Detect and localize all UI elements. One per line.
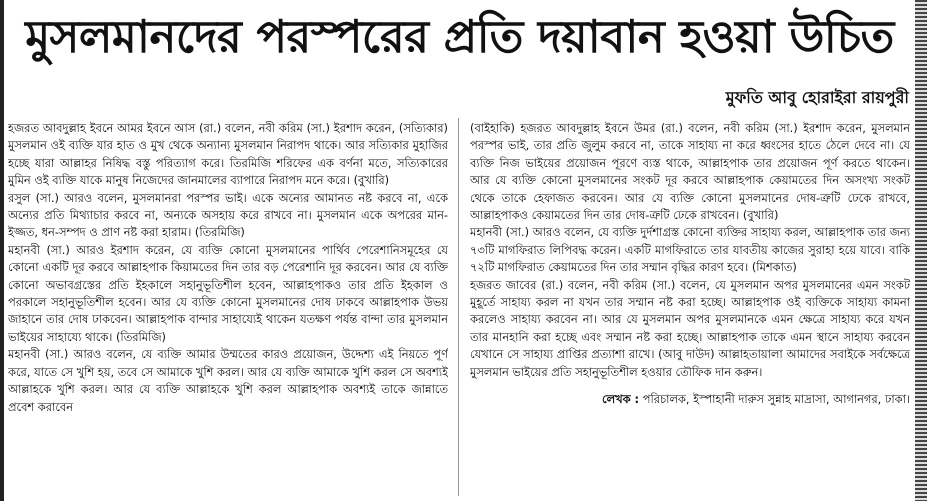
paragraph: মহানবী (সা.) আরও বলেন, যে ব্যক্তি আমার উম্মতের কারও প্রয়োজন, উদ্দেশ্য এই নিয়তে পূর্ণ করে, যাতে সে খুশি হয়, তবে সে আমাকে খুশি করল। আর যে ব্যক্তি আমাকে খুশি করল সে অবশ্যই আল্লাহকে খুশি করল। আর যে ব্যক্তি আল্লাহকে খুশি করল আল্লাহপাক অবশ্যই তাকে জান্নাতে প্রবেশ করাবেন <box>8 347 448 414</box>
writer-info: পরিচালক, ইস্পাহানী দারুস সুন্নাহ মাদ্রাসা, আগানগর, ঢাকা। <box>642 392 910 407</box>
right-column <box>470 120 910 495</box>
paragraph: হজরত জাবের (রা.) বলেন, নবী করিম (সা.) বলেন, যে মুসলমান অপর মুসলমানের এমন সংকট মুহূর্তে সাহায্য করল না যখন তার সম্মান নষ্ট করা হচ্ছে। আল্লাহপাক ওই ব্যক্তিকে সাহায্য কামনা করলেও সাহায্য করবেন না। আর যে মুসলমান অপর মুসলমানকে এমন ক্ষেত্রে সাহায্য করে যখন তার মানহানি করা হচ্ছে এবং সম্মান নষ্ট করা হচ্ছে। আল্লাহপাক তাকে এমন স্থানে সাহায্য করবেন যেখানে সে সাহায্য প্রাপ্তির প্রত্যাশা রাখে। (আবু দাউদ) আল্লাহতায়ালা আমাদের সবাইকে সর্বক্ষেত্রে মুসলমান ভাইয়ের প্রতি সহানুভূতিশীল হওয়ার তৌফিক দান করুন। <box>470 277 910 379</box>
column-divider <box>458 118 459 496</box>
paragraph: রসুল (সা.) আরও বলেন, মুসলমানরা পরস্পর ভাই। একে অন্যের আমানত নষ্ট করবে না, একে অন্যের প্রতি মিথ্যাচার করবে না, অন্যকে অসহায় করে রাখবে না। মুসলমান একে অপরের মান-ইজ্জত, ধন-সম্পদ ও প্রাণ নষ্ট করা হারাম। (তিরমিজি) <box>8 190 448 240</box>
writer-credit <box>470 391 910 408</box>
paragraph: মহানবী (সা.) আরও ইরশাদ করেন, যে ব্যক্তি কোনো মুসলমানের পার্থিব পেরেশানিসমূহের যে কোনো একটি দূর করবে আল্লাহপাক কিয়ামতের দিন তার বড় পেরেশানি দূর করবেন। আর যে ব্যক্তি কোনো অভাবগ্রস্তের প্রতি ইহকালে সহানুভূতিশীল হবেন, আল্লাহপাকও তার প্রতি ইহকাল ও পরকালে সহানুভূতিশীল হবেন। আর যে ব্যক্তি কোনো মুসলমানের দোষ ঢাকবে আল্লাহপাক উভয় জাহানে তার দোষ ঢাকবেন। আল্লাহপাক বান্দার সাহায্যেই থাকেন যতক্ষণ পর্যন্ত বান্দা তার মুসলমান ভাইয়ের সাহায্যে থাকে। (তিরমিজি) <box>8 242 448 344</box>
article-headline: মুসলমানদের পরস্পরের প্রতি দয়াবান হওয়া উচিত <box>25 10 894 63</box>
right-edge-border <box>915 0 927 501</box>
article-byline: মুফতি আবু হোরাইরা রায়পুরী <box>725 88 909 107</box>
left-column <box>8 120 448 495</box>
paragraph: হজরত আবদুল্লাহ ইবনে আমর ইবনে আস (রা.) বলেন, নবী করিম (সা.) ইরশাদ করেন, (সত্যিকার) মুসলমান ওই ব্যক্তি যার হাত ও মুখ থেকে অন্যান্য মুসলমান নিরাপদ থাকে। আর সত্যিকার মুহাজির হচ্ছে যারা আল্লাহর নিষিদ্ধ বস্তু পরিত্যাগ করে। তিরমিজি শরিফের এক বর্ণনা মতে, সত্যিকারের মুমিন ওই ব্যক্তি যাকে মানুষ নিজেদের জানমালের ব্যাপারে নিরাপদ মনে করে। (বুখারি) <box>8 121 448 188</box>
left-edge-border <box>0 0 4 501</box>
paragraph: (বাইহাকি) হজরত আবদুল্লাহ ইবনে উমর (রা.) বলেন, নবী করিম (সা.) ইরশাদ করেন, মুসলমান পরস্পর ভাই, তার প্রতি জুলুম করবে না, তাকে সাহায্য না করে ধ্বংসের হাতে ঠেলে দেবে না। যে ব্যক্তি নিজ ভাইয়ের প্রয়োজন পূরণে ব্যস্ত থাকে, আল্লাহপাক তার প্রয়োজন পূর্ণ করতে থাকেন। আর যে ব্যক্তি কোনো মুসলমানের সংকট দূর করবে আল্লাহপাক কেয়ামতের দিন অসংখ্য সংকট থেকে তাকে হেফাজত করবেন। আর যে ব্যক্তি কোনো মুসলমানের দোষ-ত্রুটি ঢেকে রাখবে, আল্লাহপাকও কেয়ামতের দিন তার দোষ-ত্রুটি ঢেকে রাখবেন। (বুখারি) <box>470 121 910 223</box>
paragraph: মহানবী (সা.) আরও বলেন, যে ব্যক্তি দুর্দশাগ্রস্ত কোনো ব্যক্তির সাহায্য করল, আল্লাহপাক তার জন্য ৭৩টি মাগফিরাত লিপিবদ্ধ করেন। একটি মাগফিরাতে তার যাবতীয় কাজের সুরাহা হয়ে যাবে। বাকি ৭২টি মাগফিরাত কেয়ামতের দিন তার সম্মান বৃদ্ধির কারণ হবে। (মিশকাত) <box>470 225 910 275</box>
writer-label: লেখক : <box>602 392 640 407</box>
